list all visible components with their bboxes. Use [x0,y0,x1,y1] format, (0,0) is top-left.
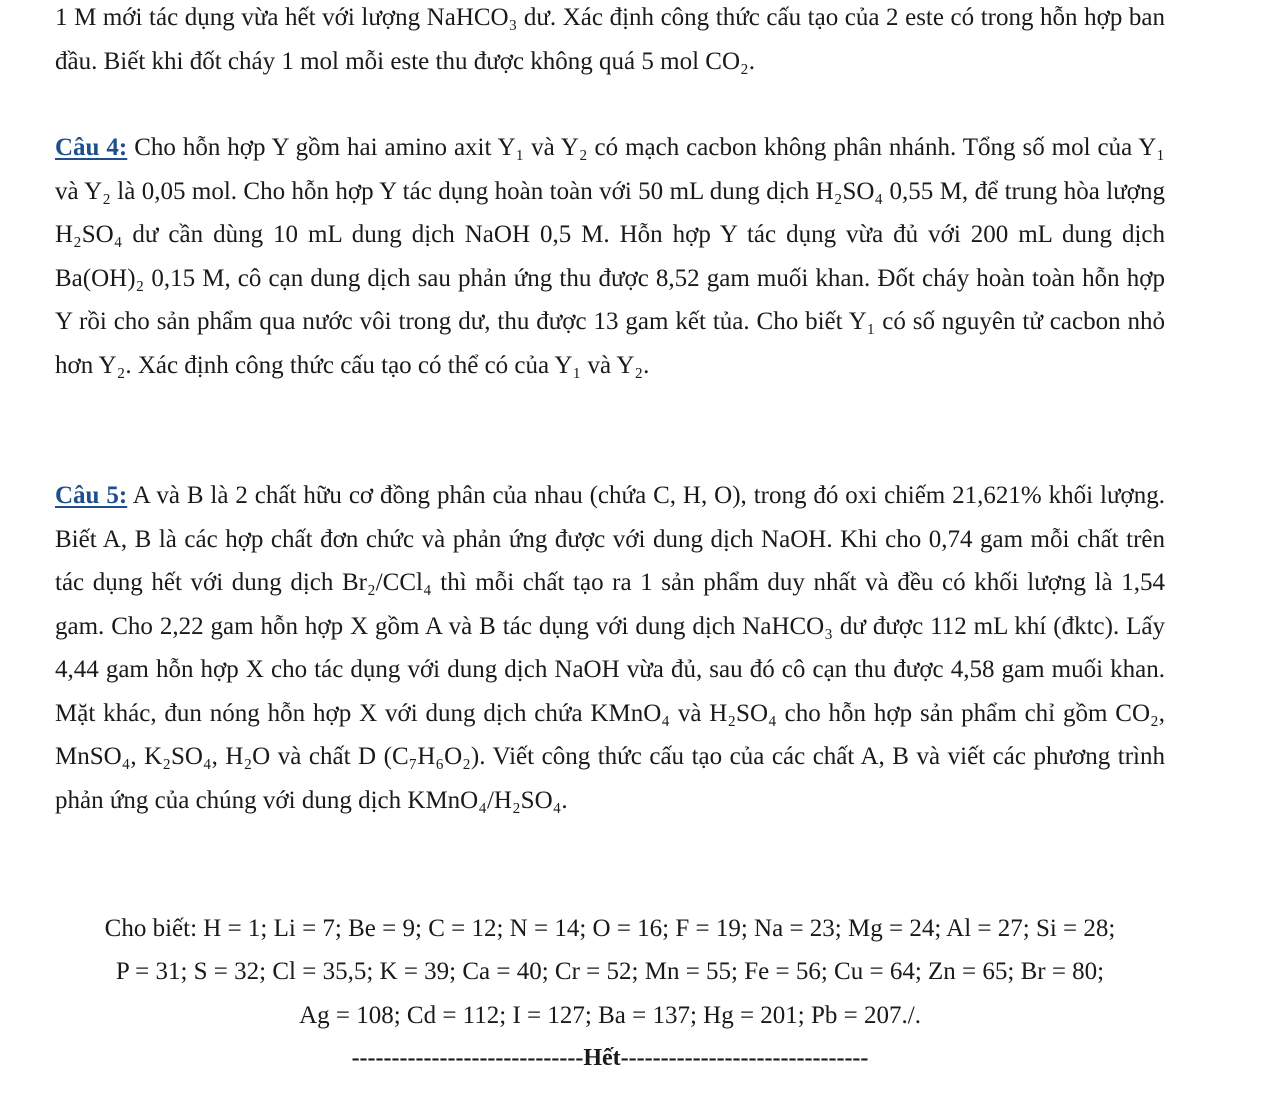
question-5-text: A và B là 2 chất hữu cơ đồng phân của nhau (chứa C, H, O), trong đó oxi chiếm 21,621% khối lượng. Biết A, B là các hợp chất đơn chức và phản ứng được với dung dịch NaOH. Khi cho 0,74 gam mỗi chất trên tác dụng hết với dung dịch Br₂/CCl₄ thì mỗi chất tạo ra 1 sản phẩm duy nhất và đều có khối lượng là 1,54 gam. Cho 2,22 gam hỗn hợp X gồm A và B tác dụng với dung dịch NaHCO₃ dư được 112 mL khí (đktc). Lấy 4,44 gam hỗn hợp X cho tác dụng với dung dịch NaOH vừa đủ, sau đó cô cạn thu được 4,58 gam muối khan. Mặt khác, đun nóng hỗn hợp X với dung dịch chứa KMnO₄ và H₂SO₄ cho hỗn hợp sản phẩm chỉ gồm CO₂, MnSO₄, K₂SO₄, H₂O và chất D (C₇H₆O₂). Viết công thức cấu tạo của các chất A, B và viết các phương trình phản ứng của chúng với dung dịch KMnO₄/H₂SO₄. [55,482,1165,814]
end-label: Hết [583,1045,621,1071]
question-5-label: Câu 5: [55,482,128,509]
question-4 [55,126,1165,387]
given-line-1: Cho biết: H = 1; Li = 7; Be = 9; C = 12; N = 14; O = 16; F = 19; Na = 23; Mg = 24; Al = 27; Si = 28; [104,915,1116,942]
given-line-2: P = 31; S = 32; Cl = 35,5; K = 39; Ca = 40; Cr = 52; Mn = 55; Fe = 56; Cu = 64; Zn = 65; Br = 80; [115,958,1105,985]
question-4-label: Câu 4: [55,134,128,161]
end-marker [0,1038,1220,1078]
given-line-3: Ag = 108; Cd = 112; I = 127; Ba = 137; Hg = 201; Pb = 207./. [299,1002,921,1029]
end-dashes-right: ------------------------------- [620,1045,869,1071]
end-dashes-left: ----------------------------- [351,1045,584,1071]
question-5 [55,474,1165,822]
intro-paragraph [55,0,1165,83]
intro-text: 1 M mới tác dụng vừa hết với lượng NaHCO₃ dư. Xác định công thức cấu tạo của 2 este có trong hỗn hợp ban đầu. Biết khi đốt cháy 1 mol mỗi este thu được không quá 5 mol CO₂. [55,4,1165,75]
question-4-text: Cho hỗn hợp Y gồm hai amino axit Y₁ và Y₂ có mạch cacbon không phân nhánh. Tổng số mol của Y₁ và Y₂ là 0,05 mol. Cho hỗn hợp Y tác dụng hoàn toàn với 50 mL dung dịch H₂SO₄ 0,55 M, để trung hòa lượng H₂SO₄ dư cần dùng 10 mL dung dịch NaOH 0,5 M. Hỗn hợp Y tác dụng vừa đủ với 200 mL dung dịch Ba(OH)₂ 0,15 M, cô cạn dung dịch sau phản ứng thu được 8,52 gam muối khan. Đốt cháy hoàn toàn hỗn hợp Y rồi cho sản phẩm qua nước vôi trong dư, thu được 13 gam kết tủa. Cho biết Y₁ có số nguyên tử cacbon nhỏ hơn Y₂. Xác định công thức cấu tạo có thể có của Y₁ và Y₂. [55,134,1165,379]
